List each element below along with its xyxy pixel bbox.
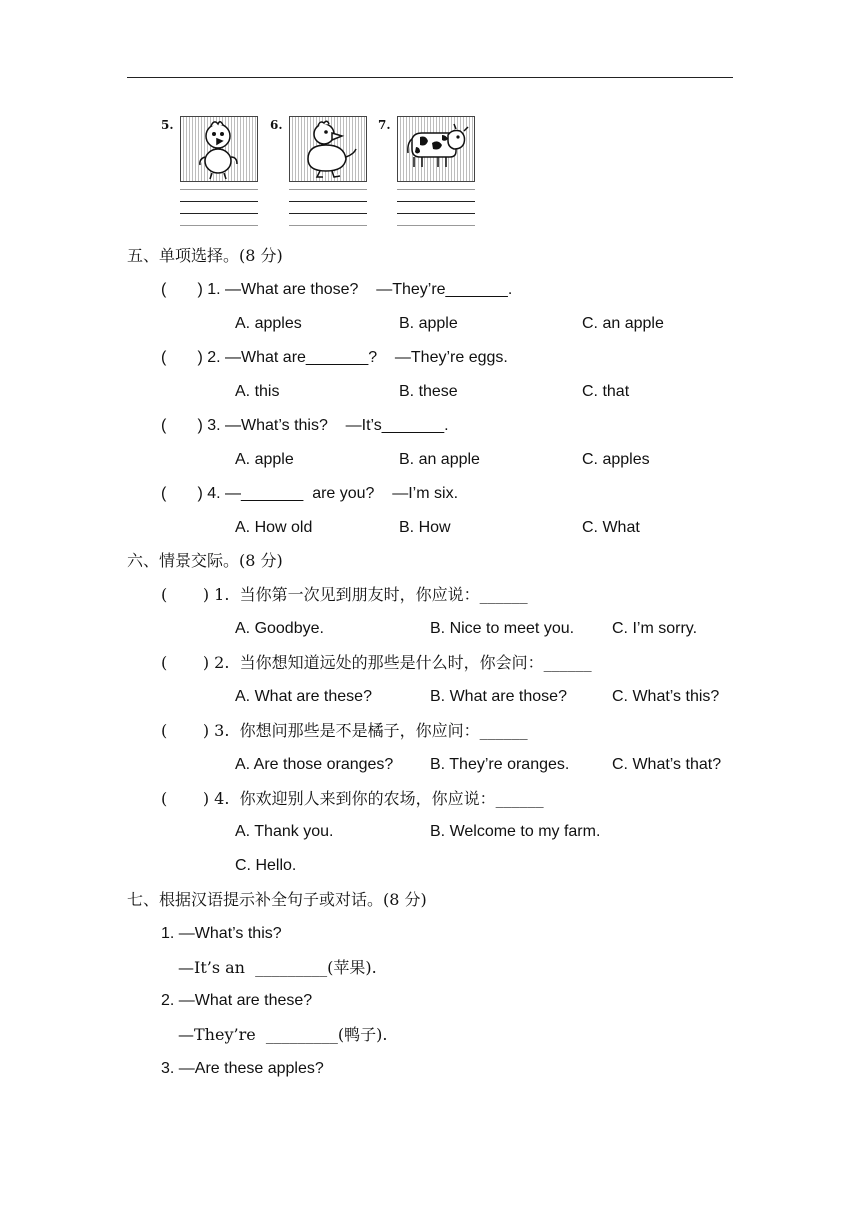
question-stem: ( ) 2. —What are_______? —They’re eggs. bbox=[161, 349, 508, 366]
chick-image bbox=[180, 116, 258, 182]
question-stem: ( ) 4. —_______ are you? —I’m six. bbox=[161, 485, 459, 502]
section-5-heading: 五、单项选择。(8 分) bbox=[127, 246, 283, 265]
option-a: A. apples bbox=[235, 315, 302, 332]
exercise-line: —They’re _________(鸭子). bbox=[178, 1025, 388, 1044]
option-b: B. Nice to meet you. bbox=[430, 620, 575, 637]
option-c: C. apples bbox=[582, 451, 650, 468]
question-stem: ( ) 1. 当你第一次见到朋友时，你应说：______ bbox=[161, 585, 528, 604]
picture-number: 7. bbox=[378, 118, 391, 132]
option-b: B. Welcome to my farm. bbox=[430, 823, 601, 840]
question-stem: ( ) 4. 你欢迎别人来到你的农场，你应说：______ bbox=[161, 789, 544, 808]
question-stem: ( ) 3. —What’s this? —It’s_______. bbox=[161, 417, 449, 434]
option-a: A. this bbox=[235, 383, 280, 400]
option-c: C. I’m sorry. bbox=[612, 620, 698, 637]
option-c: C. What’s that? bbox=[612, 756, 722, 773]
picture-number: 6. bbox=[270, 118, 283, 132]
option-a: A. Are those oranges? bbox=[235, 756, 394, 773]
option-c: C. What’s this? bbox=[612, 688, 720, 705]
exercise-line: 3. —Are these apples? bbox=[161, 1060, 324, 1077]
option-b: B. They’re oranges. bbox=[430, 756, 570, 773]
question-stem: ( ) 2. 当你想知道远处的那些是什么时，你会问：______ bbox=[161, 653, 592, 672]
option-c: C. What bbox=[582, 519, 640, 536]
option-b: B. an apple bbox=[399, 451, 480, 468]
exercise-line: 2. —What are these? bbox=[161, 992, 313, 1009]
option-a: A. apple bbox=[235, 451, 294, 468]
option-c: C. that bbox=[582, 383, 630, 400]
section-6-heading: 六、情景交际。(8 分) bbox=[127, 551, 283, 570]
option-a: A. How old bbox=[235, 519, 313, 536]
cow-image bbox=[397, 116, 475, 182]
option-b: B. apple bbox=[399, 315, 458, 332]
exercise-line: —It’s an _________(苹果). bbox=[178, 958, 377, 977]
question-stem: ( ) 1. —What are those? —They’re_______. bbox=[161, 281, 513, 298]
option-c: C. Hello. bbox=[235, 857, 297, 874]
option-a: A. Goodbye. bbox=[235, 620, 324, 637]
question-stem: ( ) 3. 你想问那些是不是橘子，你应问：______ bbox=[161, 721, 528, 740]
answer-lines bbox=[289, 189, 367, 237]
duck-image bbox=[289, 116, 367, 182]
option-a: A. What are these? bbox=[235, 688, 372, 705]
header-rule bbox=[127, 77, 733, 78]
exercise-line: 1. —What’s this? bbox=[161, 925, 282, 942]
option-b: B. How bbox=[399, 519, 451, 536]
section-7-heading: 七、根据汉语提示补全句子或对话。(8 分) bbox=[127, 890, 427, 909]
option-b: B. these bbox=[399, 383, 458, 400]
answer-lines bbox=[180, 189, 258, 237]
option-b: B. What are those? bbox=[430, 688, 567, 705]
answer-lines bbox=[397, 189, 475, 237]
option-a: A. Thank you. bbox=[235, 823, 334, 840]
option-c: C. an apple bbox=[582, 315, 664, 332]
picture-number: 5. bbox=[161, 118, 174, 132]
